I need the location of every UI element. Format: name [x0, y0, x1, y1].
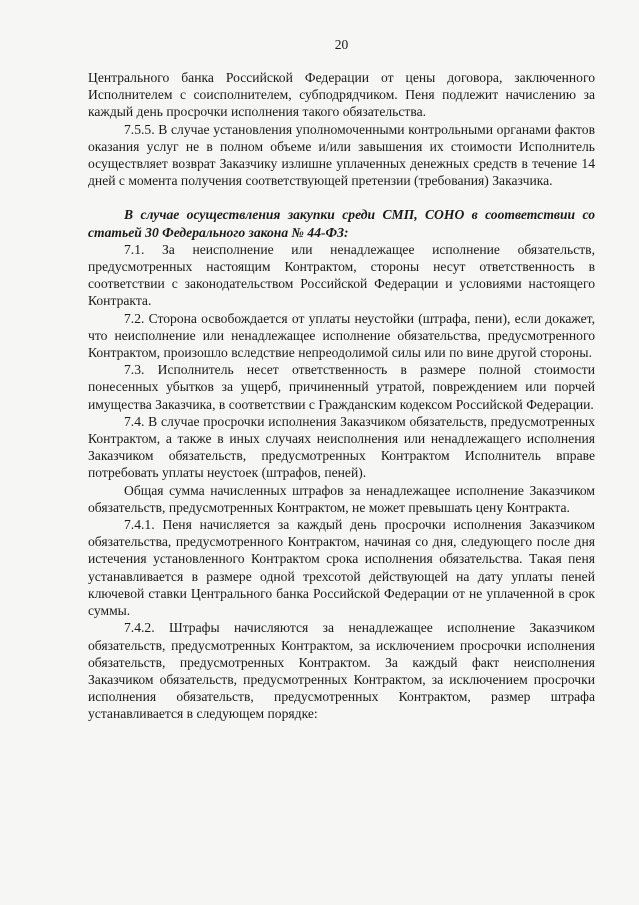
- page-number: 20: [334, 37, 349, 52]
- spacer: [88, 189, 595, 206]
- section-heading: В случае осуществления закупки среди СМП, СОНО в соответствии со статьей 30 Федерального закона № 44-ФЗ:: [88, 207, 595, 240]
- paragraph-7-4-2: 7.4.2. Штрафы начисляются за ненадлежащее исполнение Заказчиком обязательств, предусмотренных Контрактом, за исключением просрочки исполнения обязательств, предусмотренных Контрактом. За каждый факт неисполнения Заказчиком обязательств, предусмотренных Контрактом, за исключением просрочки исполнения обязательств, предусмотренных Контрактом, размер штрафа устанавливается в следующем порядке:: [88, 620, 595, 722]
- paragraph-7-3: 7.3. Исполнитель несет ответственность в размере полной стоимости понесенных убытков за ущерб, причиненный утратой, повреждением или порчей имущества Заказчика, в соответствии с Гражданским кодексом Российской Федерации.: [88, 362, 595, 412]
- paragraph-7-2: 7.2. Сторона освобождается от уплаты неустойки (штрафа, пени), если докажет, что неисполнение или ненадлежащее исполнение обязательства, предусмотренного Контрактом, произошло вследствие непреодолимой силы или по вине другой стороны.: [88, 310, 595, 361]
- paragraph-7-4: 7.4. В случае просрочки исполнения Заказчиком обязательств, предусмотренных Контрактом, а также в иных случаях неисполнения или ненадлежащего исполнения Заказчиком обязательств, предусмотренных Контрактом Исполнитель вправе потребовать уплаты неустоек (штрафов, пеней).: [88, 413, 595, 481]
- paragraph-7-4-1: 7.4.1. Пеня начисляется за каждый день просрочки исполнения Заказчиком обязательства, предусмотренного Контрактом, начиная со дня, следующего после дня истечения установленного Контрактом срока исполнения обязательства. Такая пеня устанавливается в размере одной трехсотой действующей на дату уплаты пеней ключевой ставки Центрального банка Российской Федерации от не уплаченной в срок суммы.: [88, 517, 595, 619]
- paragraph-7-5-5: 7.5.5. В случае установления уполномоченными контрольными органами фактов оказания услуг не в полном объеме и/или завышения их стоимости Исполнитель осуществляет возврат Заказчику излишне уплаченных денежных средств в течение 14 дней с момента получения соответствующей претензии (требования) Заказчика.: [88, 121, 595, 189]
- paragraph-continuation: Центрального банка Российской Федерации от цены договора, заключенного Исполнителем с соисполнителем, субподрядчиком. Пеня подлежит начислению за каждый день просрочки исполнения такого обязательства.: [88, 70, 595, 120]
- paragraph-7-1: 7.1. За неисполнение или ненадлежащее исполнение обязательств, предусмотренных настоящим Контрактом, стороны несут ответственность в соответствии с законодательством Российской Федерации и условиями настоящего Контракта.: [88, 241, 595, 309]
- paragraph-total-fines: Общая сумма начисленных штрафов за ненадлежащее исполнение Заказчиком обязательств, предусмотренных Контрактом, не может превышать цену Контракта.: [88, 482, 595, 515]
